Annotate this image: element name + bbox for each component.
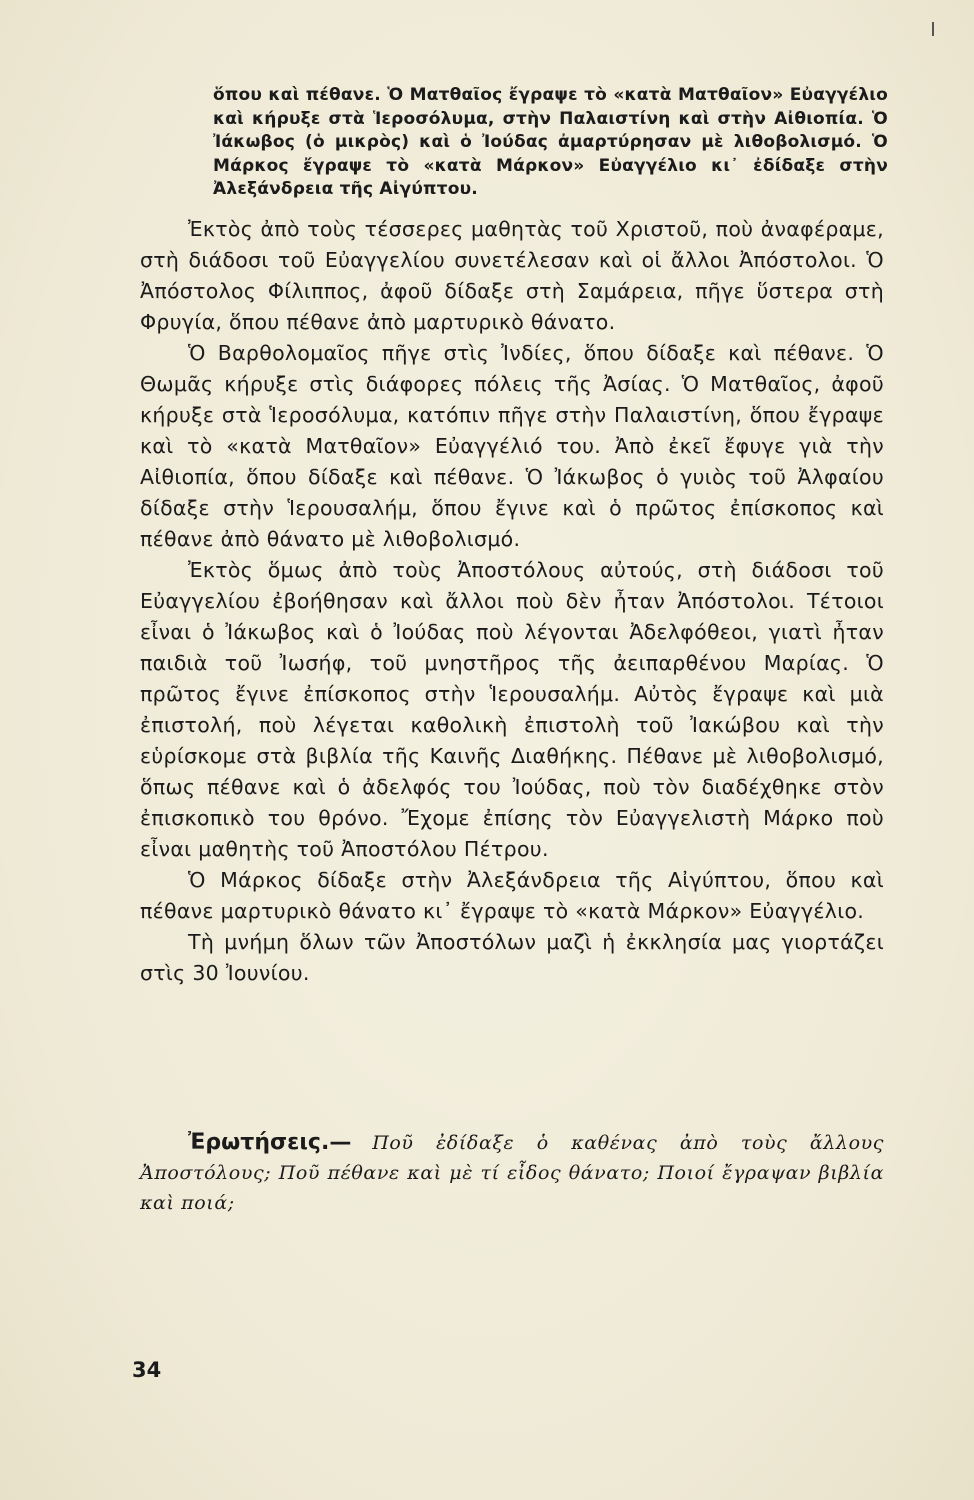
paragraph-brothers-of-lord: Ἐκτὸς ὅμως ἀπὸ τοὺς Ἀποστόλους αὐτούς, στὴ διάδοσι τοῦ Εὐαγγελίου ἐβοήθησαν καὶ ἄλλοι ποὺ δὲν ἦταν Ἀπόστολοι. Τέτοιοι εἶναι ὁ Ἰάκωβος καὶ ὁ Ἰούδας ποὺ λέγονται Ἀδελφόθεοι, γιατὶ ἦταν παιδιὰ τοῦ Ἰωσήφ, τοῦ μνηστῆρος τῆς ἀειπαρθένου Μαρίας. Ὁ πρῶτος ἔγινε ἐπίσκοπος στὴν Ἱερουσαλήμ. Αὐτὸς ἔγραψε καὶ μιὰ ἐπιστολή, ποὺ λέγεται καθολικὴ ἐπιστολὴ τοῦ Ἰακώβου καὶ τὴν εὑρίσκομε στὰ βιβλία τῆς Καινῆς Διαθήκης. Πέθανε μὲ λιθοβολισμό, ὅπως πέθανε καὶ ὁ ἀδελφός του Ἰούδας, ποὺ τὸν διαδέχθηκε στὸν ἐπισκοπικὸ του θρόνο. Ἔχομε ἐπίσης τὸν Εὐαγγελιστὴ Μάρκο ποὺ εἶναι μαθητὴς τοῦ Ἀποστόλου Πέτρου.: [140, 558, 884, 861]
questions-section: [140, 1128, 884, 1218]
questions-text: Ποῦ ἐδίδαξε ὁ καθένας ἀπὸ τοὺς ἄλλους Ἀποστόλους; Ποῦ πέθανε καὶ μὲ τί εἶδος θάνατο; Ποιοί ἔγραψαν βιβλία καὶ ποιά;: [140, 1132, 885, 1214]
scan-mark: [932, 22, 934, 36]
paragraph-feast-day: Τὴ μνήμη ὅλων τῶν Ἀποστόλων μαζὶ ἡ ἐκκλησία μας γιορτάζει στὶς 30 Ἰουνίου.: [140, 930, 884, 985]
paragraph-mark: Ὁ Μάρκος δίδαξε στὴν Ἀλεξάνδρεια τῆς Αἰγύπτου, ὅπου καὶ πέθανε μαρτυρικὸ θάνατο κι᾽ ἔγραψε τὸ «κατὰ Μάρκον» Εὐαγγέλιο.: [140, 868, 884, 923]
paragraph-other-apostles: Ἐκτὸς ἀπὸ τοὺς τέσσερες μαθητὰς τοῦ Χριστοῦ, ποὺ ἀναφέραμε, στὴ διάδοσι τοῦ Εὐαγγελίου συνετέλεσαν καὶ οἱ ἄλλοι Ἀπόστολοι. Ὁ Ἀπόστολος Φίλιππος, ἀφοῦ δίδαξε στὴ Σαμάρεια, πῆγε ὕστερα στὴ Φρυγία, ὅπου πέθανε ἀπὸ μαρτυρικὸ θάνατο.: [140, 217, 884, 334]
page-number: 34: [132, 1358, 162, 1382]
footnote-paragraph: ὅπου καὶ πέθανε. Ὁ Ματθαῖος ἔγραψε τὸ «κατὰ Ματθαῖον» Εὐαγγέλιο καὶ κήρυξε στὰ Ἱεροσόλυμα, στὴν Παλαιστίνη καὶ στὴν Αἰθιοπία. Ὁ Ἰάκωβος (ὁ μικρὸς) καὶ ὁ Ἰούδας ἀμαρτύρησαν μὲ λιθοβολισμό. Ὁ Μάρκος ἔγραψε τὸ «κατὰ Μάρκον» Εὐαγγέλιο κι᾽ ἐδίδαξε στὴν Ἀλεξάνδρεια τῆς Αἰγύπτου.: [213, 85, 888, 199]
questions-heading: Ἐρωτήσεις.—: [188, 1130, 352, 1155]
main-text: [140, 214, 884, 989]
paragraph-bartholomew: Ὁ Βαρθολομαῖος πῆγε στὶς Ἰνδίες, ὅπου δίδαξε καὶ πέθανε. Ὁ Θωμᾶς κήρυξε στὶς διάφορες πόλεις τῆς Ἀσίας. Ὁ Ματθαῖος, ἀφοῦ κήρυξε στὰ Ἱεροσόλυμα, κατόπιν πῆγε στὴν Παλαιστίνη, ὅπου ἔγραψε καὶ τὸ «κατὰ Ματθαῖον» Εὐαγγέλιό του. Ἀπὸ ἐκεῖ ἔφυγε γιὰ τὴν Αἰθιοπία, ὅπου δίδαξε καὶ πέθανε. Ὁ Ἰάκωβος ὁ γυιὸς τοῦ Ἀλφαίου δίδαξε στὴν Ἱερουσαλήμ, ὅπου ἔγινε καὶ ὁ πρῶτος ἐπίσκοπος καὶ πέθανε ἀπὸ θάνατο μὲ λιθοβολισμό.: [140, 341, 884, 551]
